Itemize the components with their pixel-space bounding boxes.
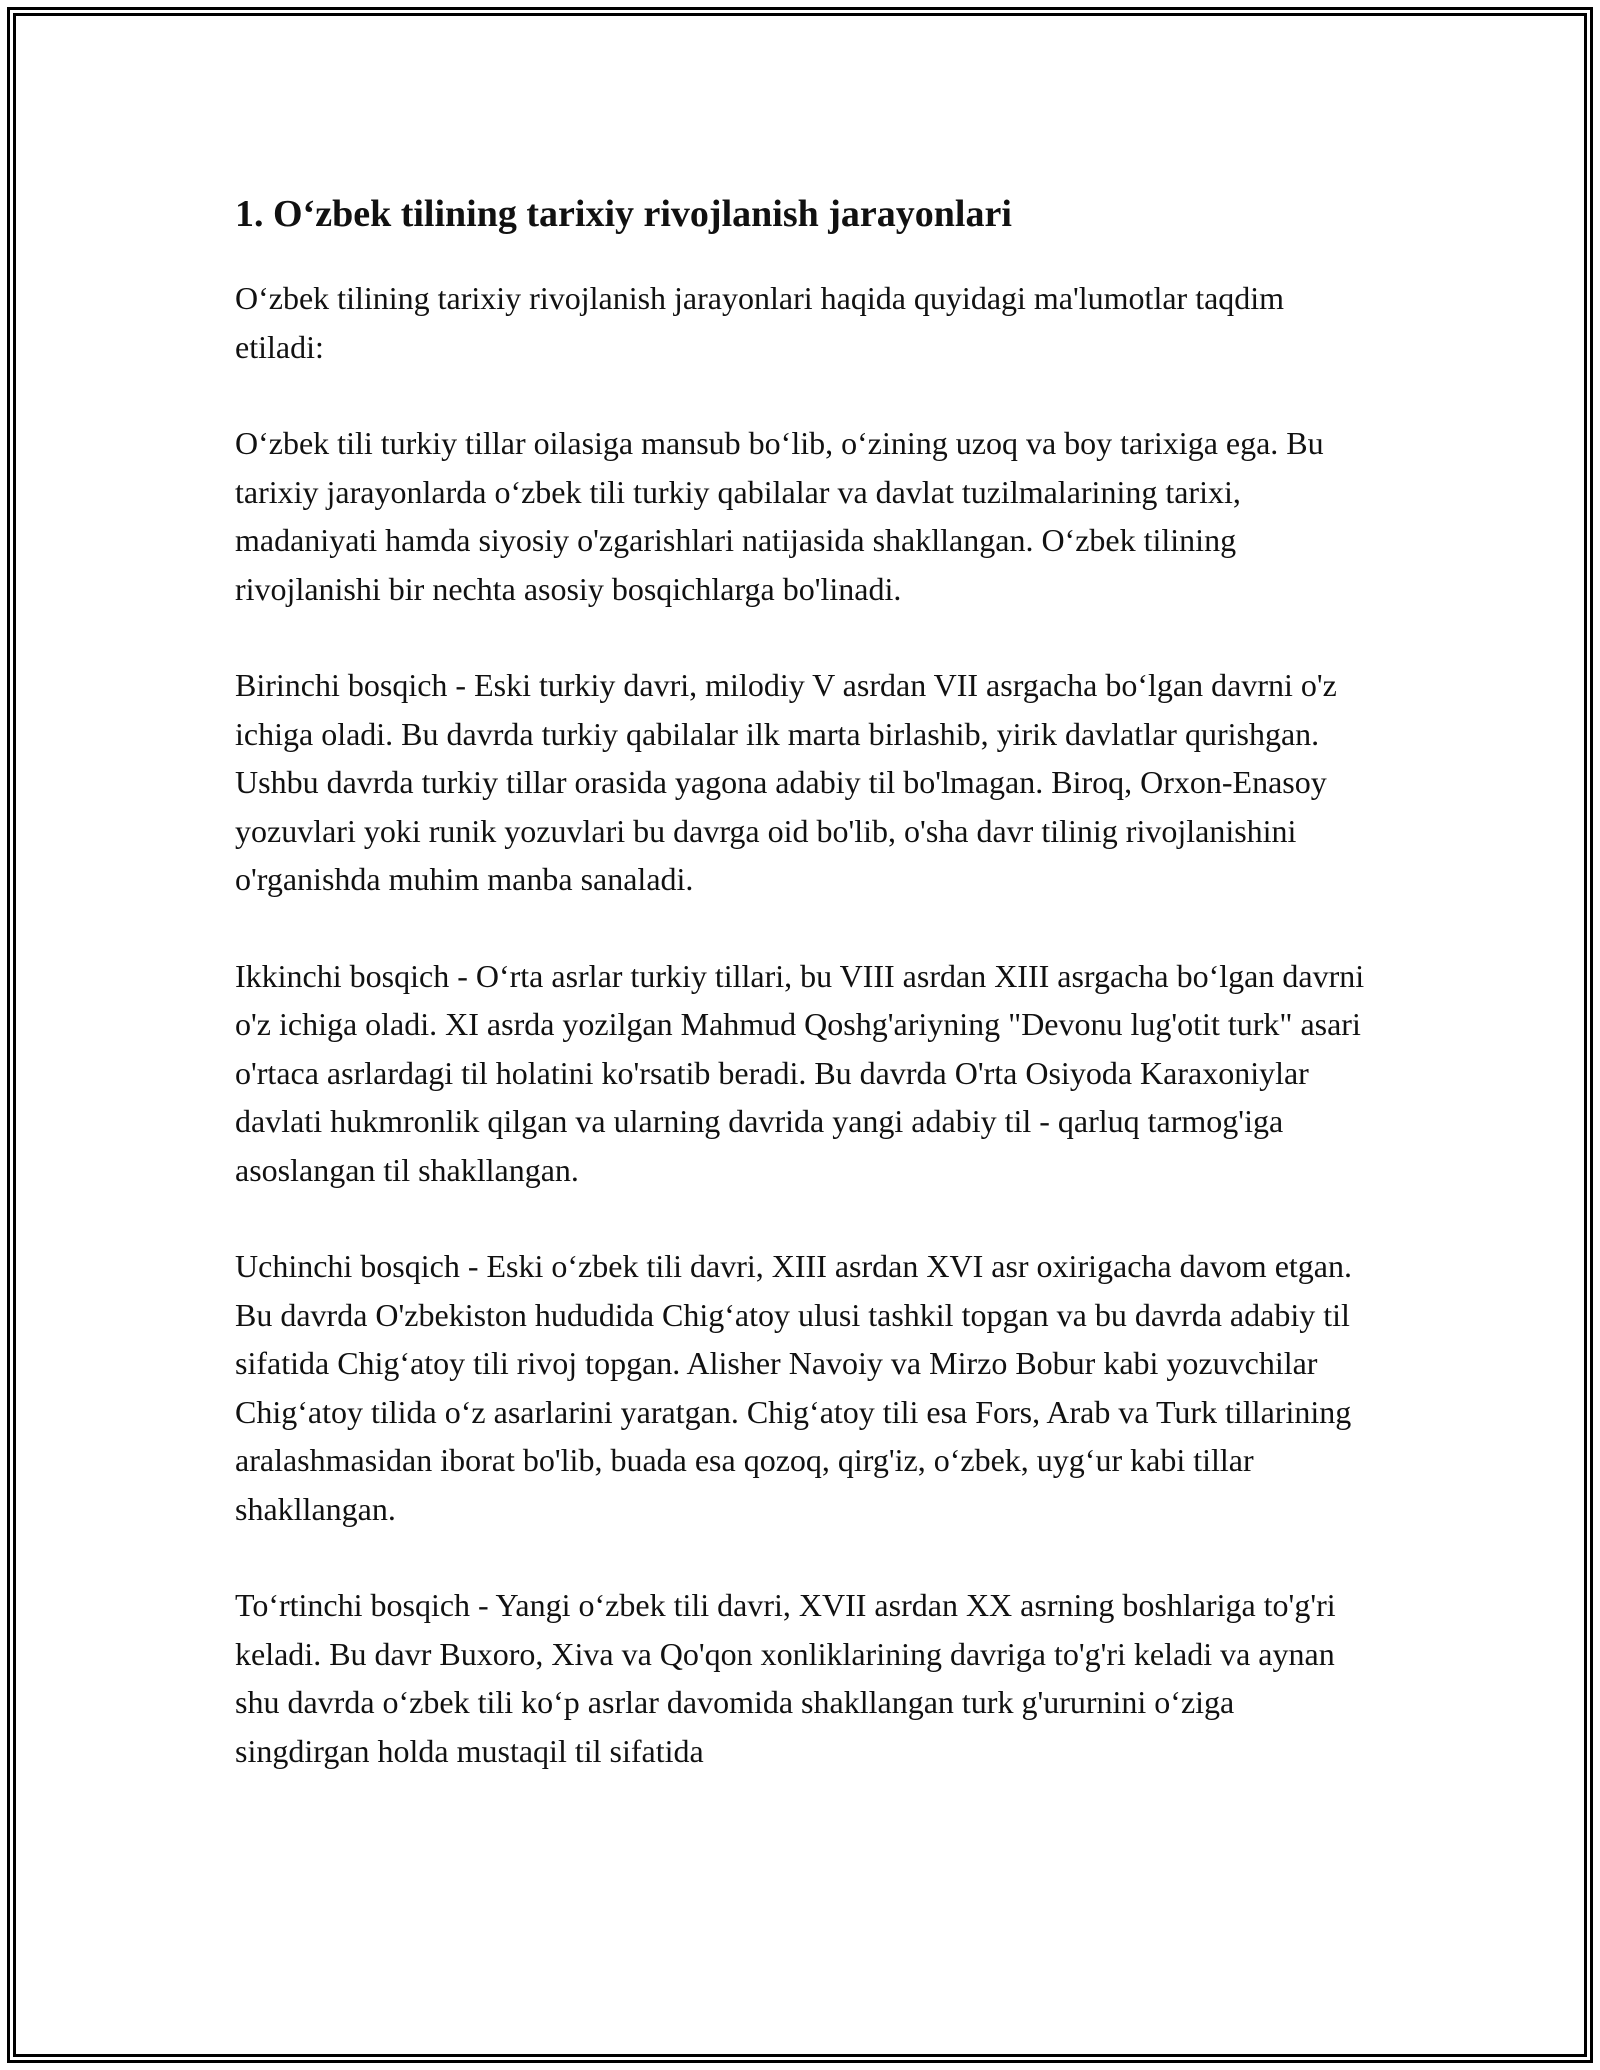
section-heading: 1. Oʻzbek tilining tarixiy rivojlanish jarayonlari <box>235 193 1012 235</box>
document-body <box>235 188 1375 1823</box>
paragraph-stage-4: Toʻrtinchi bosqich - Yangi oʻzbek tili davri, XVII asrdan XX asrning boshlariga to'g'ri keladi. Bu davr Buxoro, Xiva va Qo'qon xonliklarining davriga to'g'ri keladi va aynan shu davrda oʻzbek tili koʻp asrlar davomida shakllangan turk g'ururnini oʻziga singdirgan holda mustaqil til sifatida <box>235 1587 1336 1769</box>
paragraph-overview: Oʻzbek tili turkiy tillar oilasiga mansub boʻlib, oʻzining uzoq va boy tarixiga ega. Bu tarixiy jarayonlarda oʻzbek tili turkiy qabilalar va davlat tuzilmalarining tarixi, madaniyati hamda siyosiy o'zgarishlari natijasida shakllangan. Oʻzbek tilining rivojlanishi bir nechta asosiy bosqichlarga bo'linadi. <box>235 425 1324 607</box>
paragraph-stage-2: Ikkinchi bosqich - Oʻrta asrlar turkiy tillari, bu VIII asrdan XIII asrgacha boʻlgan davrni o'z ichiga oladi. XI asrda yozilgan Mahmud Qoshg'ariyning "Devonu lug'otit turk" asari o'rtaca asrlardagi til holatini ko'rsatib beradi. Bu davrda O'rta Osiyoda Karaxoniylar davlati hukmronlik qilgan va ularning davrida yangi adabiy til - qarluq tarmog'iga asoslangan til shakllangan. <box>235 957 1365 1188</box>
paragraph-stage-1: Birinchi bosqich - Eski turkiy davri, milodiy V asrdan VII asrgacha boʻlgan davrni o'z ichiga oladi. Bu davrda turkiy qabilalar ilk marta birlashib, yirik davlatlar qurishgan. Ushbu davrda turkiy tillar orasida yagona adabiy til bo'lmagan. Biroq, Orxon-Enasoy yozuvlari yoki runik yozuvlari bu davrga oid bo'lib, o'sha davr tilinig rivojlanishini o'rganishda muhim manba sanaladi. <box>235 667 1337 897</box>
paragraph-intro: Oʻzbek tilining tarixiy rivojlanish jarayonlari haqida quyidagi ma'lumotlar taqdim etiladi: <box>235 280 1285 365</box>
paragraph-stage-3: Uchinchi bosqich - Eski oʻzbek tili davri, XIII asrdan XVI asr oxirigacha davom etgan. Bu davrda O'zbekiston hududida Chigʻatoy ulusi tashkil topgan va bu davrda adabiy til sifatida Chigʻatoy tili rivoj topgan. Alisher Navoiy va Mirzo Bobur kabi yozuvchilar Chigʻatoy tilida oʻz asarlarini yaratgan. Chigʻatoy tili esa Fors, Arab va Turk tillarining aralashmasidan iborat bo'lib, buada esa qozoq, qirg'iz, oʻzbek, uygʻur kabi tillar shakllangan. <box>235 1248 1352 1527</box>
